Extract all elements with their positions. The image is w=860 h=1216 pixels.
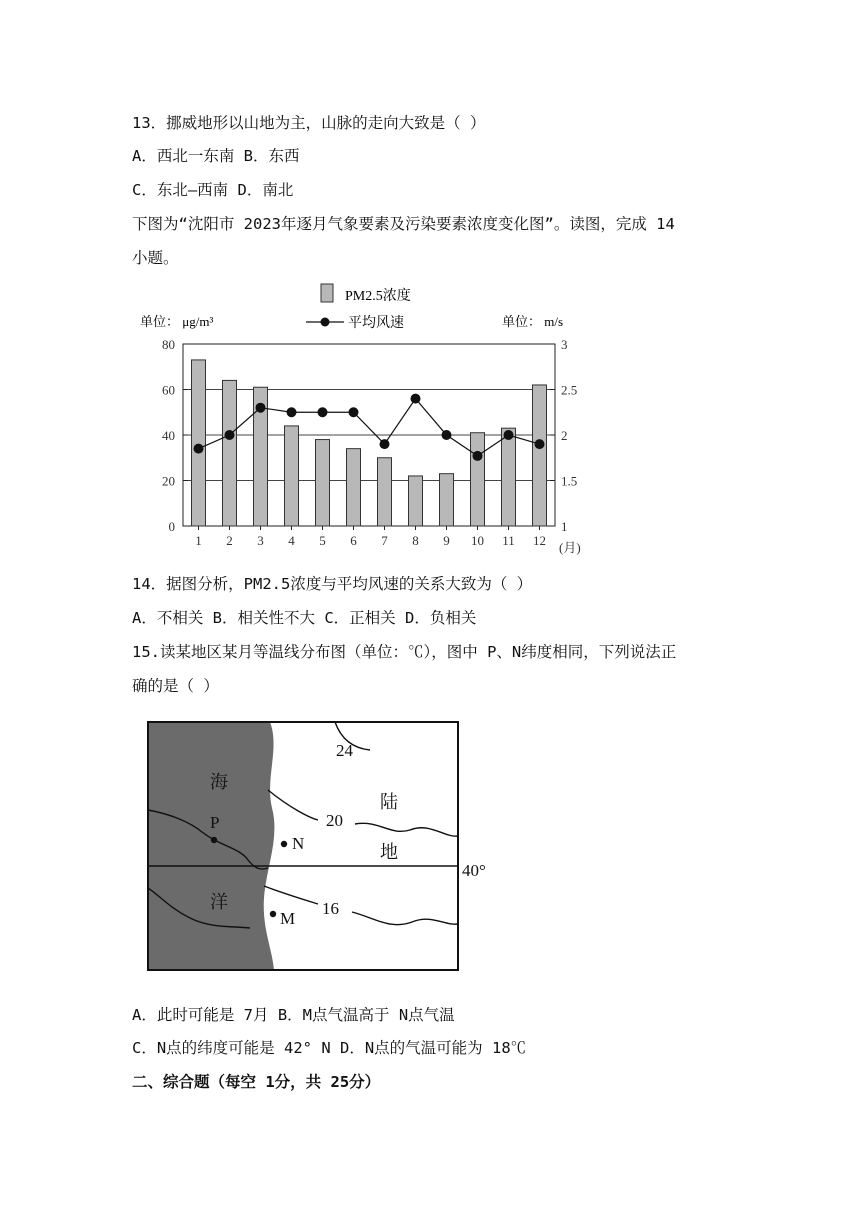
bar-series (192, 360, 547, 526)
left-tick-label: 40 (162, 428, 175, 443)
right-tick-label: 2.5 (561, 382, 578, 398)
gridlines (183, 390, 555, 481)
wind-point (349, 407, 359, 417)
pm25-bar (285, 426, 299, 526)
legend-bar-swatch (321, 284, 333, 302)
label-land-di: 地 (380, 842, 398, 862)
right-tick-label: 1 (561, 519, 568, 534)
wind-point (473, 451, 483, 461)
wind-point (535, 439, 545, 449)
pm25-bar (192, 360, 206, 526)
x-axis-unit: (月) (559, 540, 581, 555)
q15-stem-2: 确的是（ ） (132, 677, 219, 695)
wind-point (318, 407, 328, 417)
label-isotherm-20: 20 (326, 811, 343, 830)
section-2-title: 二、综合题（每空 1分，共 25分） (132, 1073, 381, 1091)
right-tick-label: 1.5 (561, 473, 578, 489)
pm25-bar (378, 458, 392, 526)
x-tick-label: 1 (195, 533, 202, 548)
right-tick-label: 2 (561, 428, 568, 443)
x-tick-label: 8 (412, 533, 419, 548)
pm25-bar (347, 449, 361, 526)
pm25-bar (316, 440, 330, 526)
line-series (194, 394, 545, 461)
isotherm-map (140, 718, 500, 978)
q15-options-2: C．N点的纬度可能是 42° N D．N点的气温可能为 18℃ (132, 1039, 527, 1057)
left-tick-label: 80 (162, 337, 175, 352)
x-tick-label: 3 (257, 533, 264, 548)
x-tick-label: 5 (319, 533, 326, 548)
q13-options-1: A．西北一东南 B．东西 (132, 147, 300, 165)
label-point-n: N (292, 834, 305, 853)
label-land-lu: 陆 (380, 792, 398, 812)
wind-point (442, 430, 452, 440)
wind-point (256, 403, 266, 413)
map-ocean (148, 722, 274, 970)
x-tick-label: 7 (381, 533, 388, 548)
q15-options-1: A．此时可能是 7月 B．M点气温高于 N点气温 (132, 1006, 455, 1024)
x-tick-label: 6 (350, 533, 357, 548)
wind-line (199, 399, 540, 456)
pm25-wind-chart (130, 278, 600, 560)
pm25-bar (409, 476, 423, 526)
left-tick-label: 60 (162, 382, 175, 398)
intro-line-2: 小题。 (132, 249, 179, 267)
label-sea-hai: 海 (210, 772, 228, 792)
pm25-bar (223, 380, 237, 526)
label-isotherm-16: 16 (322, 899, 339, 918)
wind-point (194, 444, 204, 454)
pm25-bar (471, 433, 485, 526)
q14-options: A．不相关 B．相关性不大 C．正相关 D．负相关 (132, 609, 477, 627)
pm25-bar (440, 474, 454, 526)
x-tick-label: 4 (288, 533, 295, 548)
q14-stem: 14．据图分析，PM2.5浓度与平均风速的关系大致为（ ） (132, 575, 533, 593)
legend-bar-label: PM2.5浓度 (345, 289, 411, 304)
label-point-p: P (210, 813, 220, 832)
q13-options-2: C．东北—西南 D．南北 (132, 181, 294, 199)
left-axis-unit: 单位： μg/m³ (140, 314, 214, 329)
label-sea-yang: 洋 (210, 892, 228, 912)
label-latitude: 40° (462, 861, 486, 880)
right-axis-unit: 单位： m/s (502, 314, 564, 329)
pm25-bar (533, 385, 547, 526)
wind-point (380, 439, 390, 449)
legend-line-marker (321, 318, 330, 327)
wind-point (411, 394, 421, 404)
intro-line-1: 下图为“沈阳市 2023年逐月气象要素及污染要素浓度变化图”。读图，完成 14 (132, 215, 675, 233)
wind-point (287, 407, 297, 417)
left-tick-label: 20 (162, 473, 175, 489)
label-point-m: M (280, 909, 296, 928)
wind-point (225, 430, 235, 440)
point-p-dot (211, 837, 217, 843)
x-tick-label: 11 (502, 533, 515, 548)
point-n-dot (281, 841, 287, 847)
pm25-bar (502, 428, 516, 526)
q13-stem: 13．挪威地形以山地为主，山脉的走向大致是（ ） (132, 114, 486, 132)
x-tick-label: 12 (533, 533, 546, 548)
right-tick-label: 3 (561, 337, 568, 352)
label-isotherm-24: 24 (336, 741, 353, 760)
left-tick-label: 0 (168, 519, 175, 534)
wind-point (504, 430, 514, 440)
q15-stem-1: 15.读某地区某月等温线分布图（单位：℃），图中 P、N纬度相同，下列说法正 (132, 643, 677, 661)
point-m-dot (270, 911, 276, 917)
legend-line-label: 平均风速 (348, 316, 404, 331)
x-tick-label: 9 (443, 533, 450, 548)
x-tick-label: 10 (471, 533, 484, 548)
x-tick-label: 2 (226, 533, 233, 548)
